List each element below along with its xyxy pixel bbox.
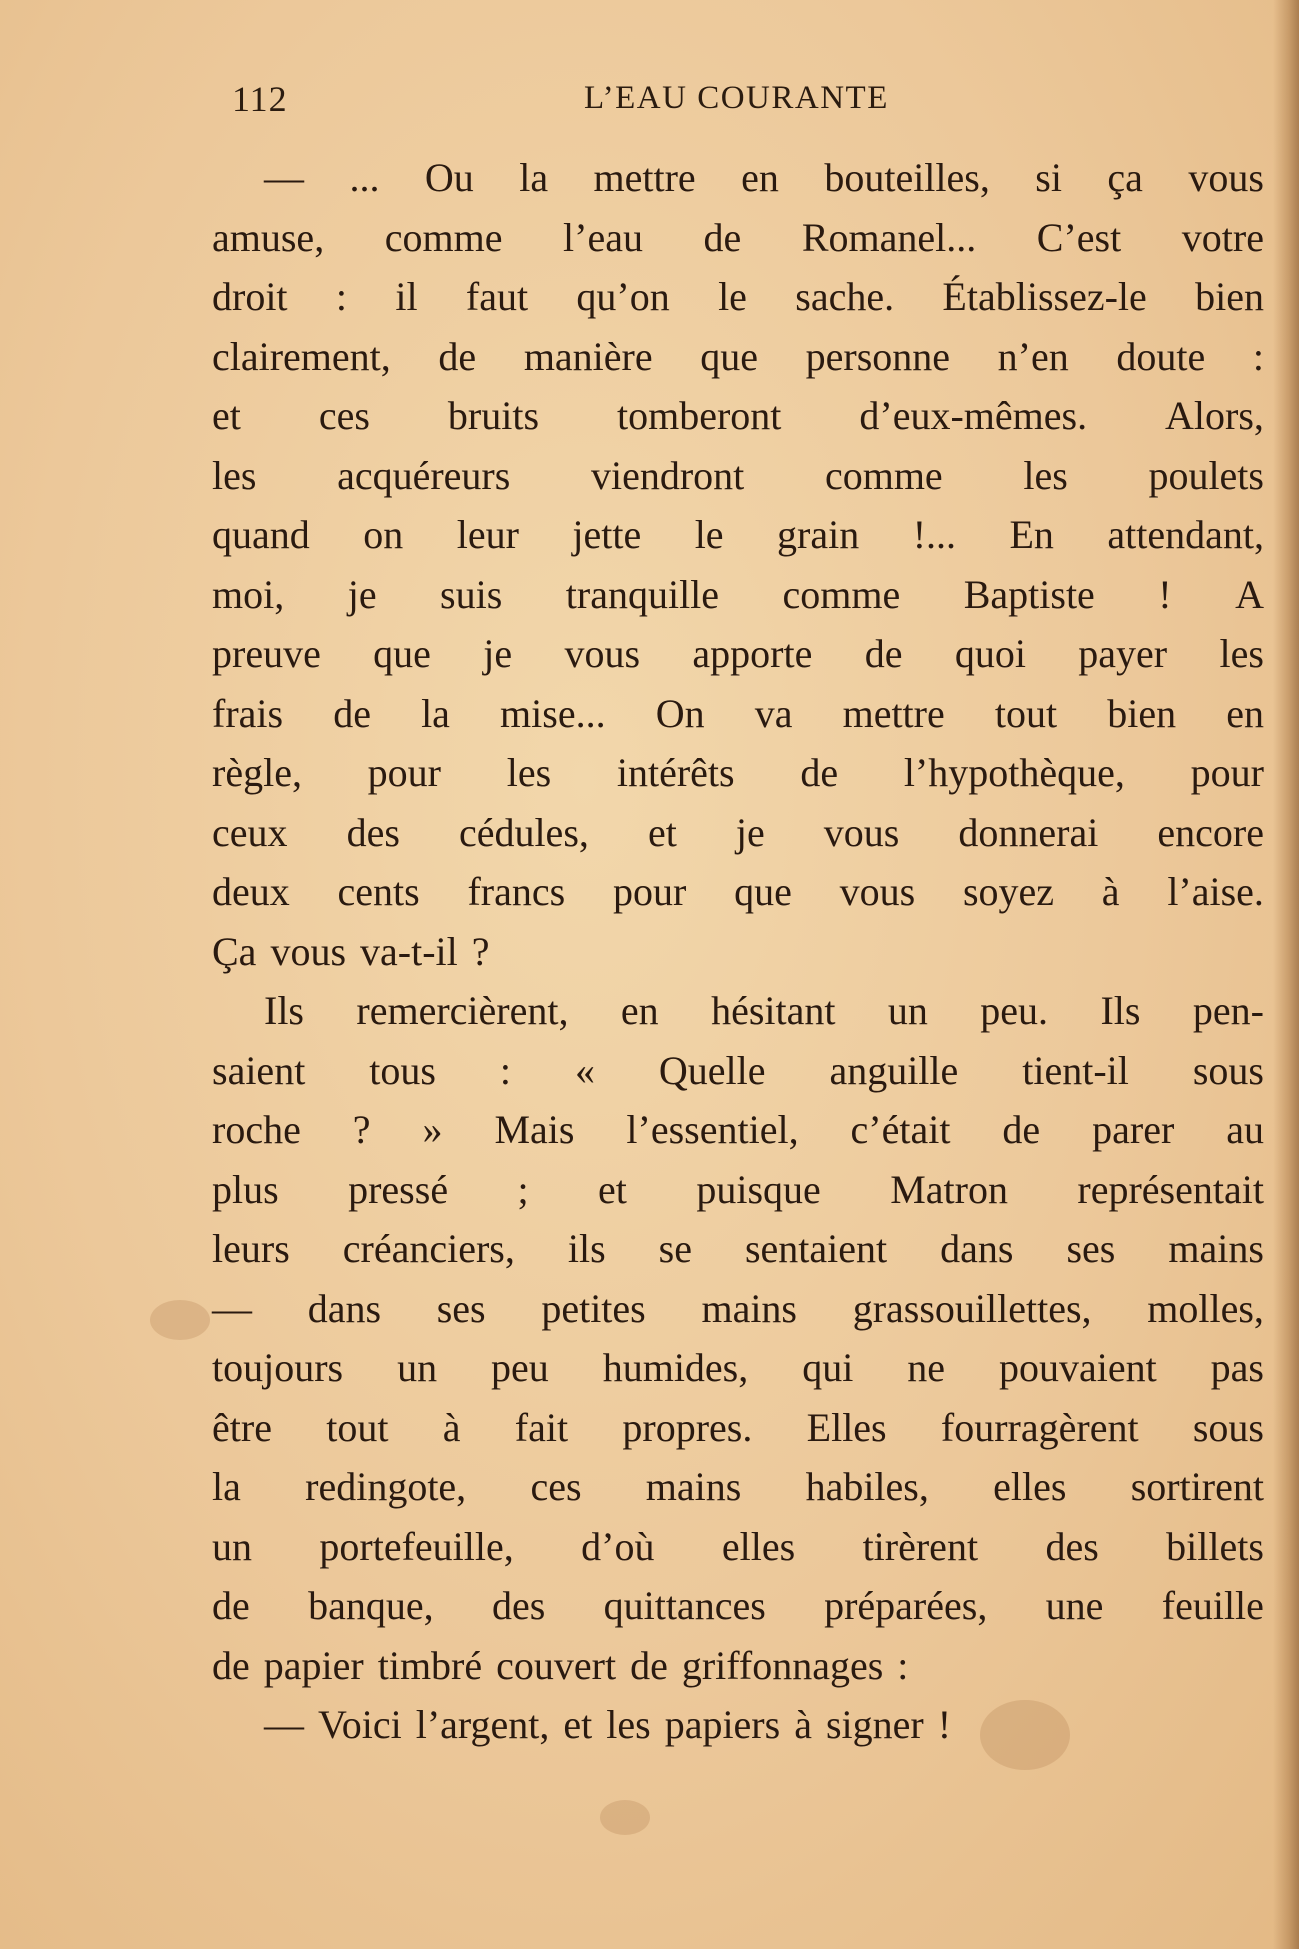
word: des [491, 1583, 546, 1628]
text-line [212, 1398, 1264, 1458]
word: tirèrent [862, 1523, 979, 1569]
word: de [333, 690, 371, 736]
text-line [212, 386, 1264, 446]
word: de [864, 631, 903, 676]
word: puisque [696, 1166, 821, 1212]
word: Ils [1100, 988, 1141, 1033]
word: Alors, [1165, 393, 1264, 438]
word: intérêts [616, 750, 735, 795]
word: fait [514, 1404, 569, 1450]
text-line [212, 743, 1264, 803]
word: au [1226, 1107, 1264, 1152]
word: que [734, 869, 792, 914]
word: les [1023, 452, 1068, 498]
word: créanciers, [342, 1226, 515, 1271]
word: !... [912, 512, 957, 557]
word: mise... [500, 690, 606, 736]
word: les [1219, 631, 1264, 676]
word: viendront [590, 452, 745, 498]
word: ses [436, 1285, 486, 1331]
word: ça [1107, 155, 1143, 200]
word: faut [465, 274, 529, 319]
word: timbré [377, 1642, 483, 1688]
text-line [212, 1100, 1264, 1160]
word: tous [369, 1047, 436, 1093]
word: billets [1166, 1523, 1264, 1569]
text-line [212, 1219, 1264, 1279]
word: bien [1195, 274, 1264, 319]
word: un [212, 1523, 252, 1569]
text-line [212, 922, 1264, 982]
word: pressé [348, 1166, 449, 1212]
word: les [506, 750, 552, 795]
text-line [212, 862, 1264, 922]
word: le [694, 512, 724, 557]
word: elles [993, 1464, 1067, 1509]
word: Baptiste [963, 571, 1095, 617]
word: d’où [581, 1523, 655, 1569]
word: sache. [795, 274, 895, 319]
word: suis [440, 571, 503, 617]
word: ces [530, 1464, 582, 1509]
word: si [1035, 155, 1062, 200]
word: feuille [1161, 1583, 1264, 1628]
text-line [212, 1279, 1264, 1339]
word: de [212, 1583, 250, 1628]
word: et [647, 809, 677, 855]
word: leur [456, 512, 519, 557]
word: de [438, 333, 477, 379]
word: et [598, 1166, 627, 1212]
word: vous [823, 809, 900, 855]
word: il [395, 274, 418, 319]
word: bouteilles, [824, 155, 990, 200]
word: — [264, 1702, 304, 1747]
text-line [212, 1517, 1264, 1577]
word: Romanel... [801, 214, 977, 260]
word: la [212, 1464, 241, 1509]
word: un [397, 1345, 438, 1390]
word: règle, [212, 750, 302, 795]
word: comme [824, 452, 943, 498]
word: pouvaient [998, 1345, 1157, 1390]
word: peu [491, 1345, 549, 1390]
word: ! [1158, 571, 1172, 617]
word: va [754, 690, 793, 736]
word: en [1226, 690, 1264, 736]
page-edge-shadow [1273, 0, 1299, 1949]
word: peu. [980, 988, 1049, 1033]
word: mains [701, 1285, 797, 1331]
text-line [212, 208, 1264, 268]
word: votre [1181, 214, 1264, 260]
word: personne [805, 333, 951, 379]
word: poulets [1148, 452, 1264, 498]
word: on [363, 512, 404, 557]
word: de [212, 1642, 250, 1688]
text-line [212, 148, 1264, 208]
word: bruits [447, 393, 540, 438]
word: ? [471, 928, 490, 974]
word: cents [337, 869, 420, 914]
word: petites [541, 1285, 646, 1331]
word: portefeuille, [319, 1523, 514, 1569]
word: mettre [842, 690, 945, 736]
word: grain [777, 512, 860, 557]
word: Ça [212, 928, 257, 974]
word: ces [318, 393, 370, 438]
word: que [373, 631, 431, 676]
word: amuse, [212, 214, 325, 260]
word: papiers [664, 1702, 781, 1747]
text-line [212, 684, 1264, 744]
word: sortirent [1130, 1464, 1264, 1509]
word: qui [802, 1345, 854, 1390]
word: redingote, [305, 1464, 467, 1509]
word: mettre [593, 155, 696, 200]
word: pour [612, 869, 687, 914]
word: molles, [1147, 1285, 1264, 1331]
word: tient-il [1022, 1047, 1129, 1093]
word: soyez [962, 869, 1055, 914]
word: — [212, 1285, 252, 1331]
word: jette [572, 512, 642, 557]
word: encore [1157, 809, 1264, 855]
word: à [794, 1702, 812, 1747]
word: saient [212, 1047, 306, 1093]
word: « [574, 1047, 595, 1093]
word: : [897, 1642, 909, 1688]
word: comme [384, 214, 503, 260]
word: de [800, 750, 839, 795]
word: pour [367, 750, 441, 795]
word: à [1101, 869, 1120, 914]
word: : [1252, 333, 1264, 379]
word: droit [212, 274, 288, 319]
page-number: 112 [232, 79, 288, 119]
word: ils [567, 1226, 606, 1271]
word: couvert [496, 1642, 617, 1688]
word: de [703, 214, 742, 260]
word: dans [307, 1285, 382, 1331]
word: humides, [602, 1345, 749, 1390]
word: quoi [954, 631, 1026, 676]
word: être [212, 1404, 272, 1450]
word: Voici [318, 1702, 402, 1747]
word: signer [825, 1702, 924, 1747]
word: vous [564, 631, 641, 676]
word: habiles, [805, 1464, 929, 1509]
word: francs [467, 869, 566, 914]
word: Ou [424, 155, 474, 200]
word: une [1045, 1583, 1104, 1628]
word: qu’on [576, 274, 670, 319]
word: que [700, 333, 759, 379]
word: sentaient [744, 1226, 888, 1271]
word: remercièrent, [356, 988, 569, 1033]
text-line [212, 803, 1264, 863]
word: vous [270, 928, 347, 974]
word: l’essentiel, [626, 1107, 799, 1152]
word: cédules, [458, 809, 589, 855]
word: griffonnages [681, 1642, 884, 1688]
word: grassouillettes, [852, 1285, 1092, 1331]
word: attendant, [1107, 512, 1264, 557]
word: preuve [212, 631, 321, 676]
word: Ils [264, 988, 304, 1033]
word: vous [839, 869, 916, 914]
word: vous [1188, 155, 1264, 200]
word: représentait [1077, 1166, 1264, 1212]
paper-stain [150, 1300, 210, 1340]
word: les [606, 1702, 651, 1747]
word: pour [1190, 750, 1264, 795]
word: moi, [212, 571, 285, 617]
word: : [499, 1047, 511, 1093]
text-line [212, 267, 1264, 327]
text-line [212, 1457, 1264, 1517]
word: va-t-il [360, 928, 458, 974]
word: — [264, 155, 304, 200]
text-line [212, 327, 1264, 387]
word: leurs [212, 1226, 290, 1271]
word: propres. [622, 1404, 753, 1450]
word: papier [263, 1642, 364, 1688]
word: plus [212, 1166, 279, 1212]
text-line [212, 1695, 1264, 1755]
text-line [212, 1041, 1264, 1101]
page-header [232, 78, 922, 128]
word: On [655, 690, 705, 736]
text-line [212, 446, 1264, 506]
text-line [212, 1160, 1264, 1220]
word: Quelle [658, 1047, 766, 1093]
text-line [212, 1576, 1264, 1636]
word: apporte [692, 631, 813, 676]
word: la [519, 155, 549, 200]
word: quand [212, 512, 310, 557]
text-line [212, 981, 1264, 1041]
word: mains [645, 1464, 742, 1509]
word: Mais [494, 1107, 575, 1152]
word: fourragèrent [940, 1404, 1139, 1450]
word: frais [212, 690, 284, 736]
word: ? [352, 1107, 371, 1152]
word: roche [212, 1107, 301, 1152]
word: deux [212, 869, 290, 914]
word: doute [1116, 333, 1206, 379]
word: sous [1192, 1047, 1264, 1093]
word: les [212, 452, 257, 498]
word: et [212, 393, 241, 438]
word: l’argent, [415, 1702, 550, 1747]
word: ceux [212, 809, 288, 855]
word: elles [721, 1523, 796, 1569]
word: n’en [997, 333, 1069, 379]
word: en [741, 155, 779, 200]
word: Établissez-le [942, 274, 1147, 319]
paper-stain [600, 1800, 650, 1835]
word: d’eux-mêmes. [859, 393, 1088, 438]
word: ; [517, 1166, 529, 1212]
word: des [346, 809, 400, 855]
word: banque, [308, 1583, 434, 1628]
word: Matron [890, 1166, 1008, 1212]
text-line [212, 624, 1264, 684]
text-line [212, 565, 1264, 625]
word: C’est [1036, 214, 1122, 260]
word: des [1045, 1523, 1099, 1569]
word: pen- [1192, 988, 1264, 1033]
word: je [347, 571, 377, 617]
word: hésitant [711, 988, 836, 1033]
word: toujours [212, 1345, 344, 1390]
word: quittances [603, 1583, 766, 1628]
word: et [563, 1702, 593, 1747]
word: en [620, 988, 659, 1033]
word: ses [1066, 1226, 1116, 1271]
word: donnerai [958, 809, 1099, 855]
word: ... [349, 155, 380, 200]
body-text [212, 148, 1264, 1755]
word: » [422, 1107, 443, 1152]
word: A [1235, 571, 1264, 617]
word: dans [940, 1226, 1014, 1271]
text-line [212, 505, 1264, 565]
word: ne [907, 1345, 946, 1390]
word: le [718, 274, 747, 319]
word: préparées, [824, 1583, 988, 1628]
word: l’aise. [1167, 869, 1264, 914]
word: parer [1092, 1107, 1175, 1152]
word: pas [1210, 1345, 1264, 1390]
word: de [630, 1642, 668, 1688]
word: tomberont [616, 393, 782, 438]
text-line [212, 1338, 1264, 1398]
word: l’eau [563, 214, 643, 260]
word: l’hypothèque, [903, 750, 1125, 795]
running-title: L’EAU COURANTE [584, 80, 889, 116]
text-line [212, 1636, 1264, 1696]
word: tout [994, 690, 1058, 736]
word: tranquille [565, 571, 720, 617]
word: : [335, 274, 347, 319]
word: la [421, 690, 450, 736]
word: de [1002, 1107, 1041, 1152]
word: à [442, 1404, 461, 1450]
word: mains [1168, 1226, 1264, 1271]
word: clairement, [212, 333, 391, 379]
word: se [658, 1226, 692, 1271]
word: un [887, 988, 928, 1033]
word: je [735, 809, 765, 855]
word: payer [1078, 631, 1168, 676]
word: sous [1192, 1404, 1264, 1450]
word: je [483, 631, 513, 676]
word: bien [1107, 690, 1177, 736]
word: acquéreurs [337, 452, 511, 498]
word: comme [782, 571, 901, 617]
word: Elles [806, 1404, 887, 1450]
word: c’était [850, 1107, 951, 1152]
word: En [1009, 512, 1054, 557]
word: ! [937, 1702, 952, 1747]
word: manière [523, 333, 653, 379]
word: tout [326, 1404, 389, 1450]
word: anguille [829, 1047, 959, 1093]
